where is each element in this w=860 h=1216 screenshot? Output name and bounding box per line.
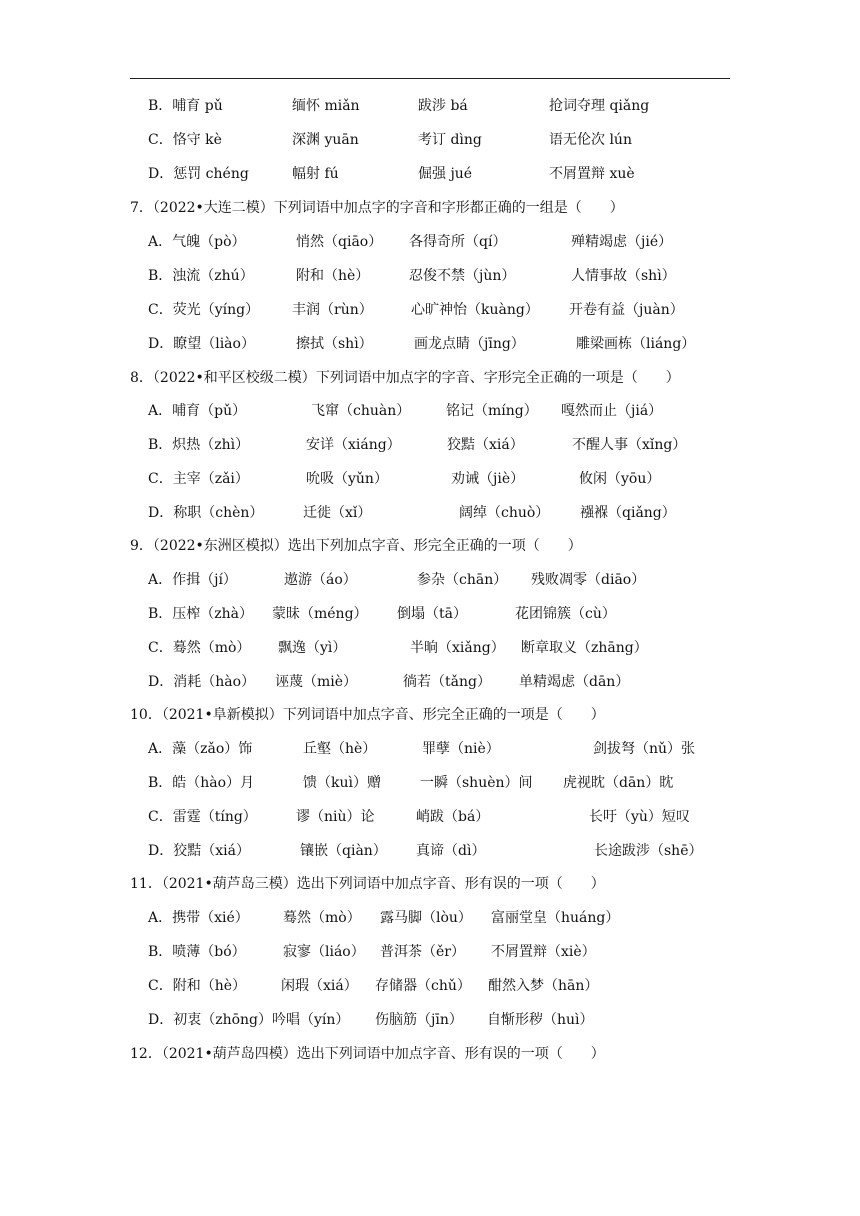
- option-word: 吮吸（yǔn）: [306, 471, 388, 487]
- option-label-word: A．作揖（jí）: [148, 572, 237, 588]
- option-word: 雕梁画栋（liáng）: [576, 336, 696, 352]
- option-word: 嘎然而止（jiá）: [561, 403, 663, 419]
- option-label-word: C．蓦然（mò）: [148, 640, 251, 656]
- option-word: 自惭形秽（huì）: [487, 1012, 594, 1028]
- option-row: [0, 974, 860, 998]
- option-row: [0, 906, 860, 930]
- option-word: 画龙点睛（jīng）: [414, 336, 525, 352]
- option-label-word: D．称职（chèn）: [148, 505, 264, 521]
- option-word: 蒙昧（méng）: [272, 606, 368, 622]
- option-label-word: B．喷薄（bó）: [148, 944, 246, 960]
- option-label-word: B．皓（hào）月: [148, 775, 255, 791]
- question-stem: [0, 1042, 860, 1066]
- question-stem-text: 7．（2022•大连二模）下列词语中加点字的字音和字形都正确的一组是（ ）: [130, 200, 624, 216]
- option-word: 狡黠（xiá）: [447, 437, 524, 453]
- option-label-word: A．气魄（pò）: [148, 234, 246, 250]
- option-word: 殚精竭虑（jié）: [571, 234, 673, 250]
- option-word: 劝诫（jiè）: [451, 471, 525, 487]
- option-row: [0, 264, 860, 288]
- option-label-word: C．恪守 kè: [148, 132, 222, 148]
- option-word: 镶嵌（qiàn）: [300, 843, 387, 859]
- option-word: 露马脚（lòu）: [380, 910, 472, 926]
- option-row: [0, 1008, 860, 1032]
- option-word: 开卷有益（juàn）: [569, 302, 684, 318]
- option-label-word: D．初衷（zhōng）: [148, 1012, 273, 1028]
- header-rule: [130, 78, 730, 79]
- option-word: 倔强 jué: [418, 166, 473, 182]
- question-stem: [0, 872, 860, 896]
- option-row: [0, 433, 860, 457]
- option-word: 倒塌（tā）: [397, 606, 467, 622]
- question-stem: [0, 196, 860, 220]
- option-label-word: B．炽热（zhì）: [148, 437, 250, 453]
- option-word: 人情事故（shì）: [571, 268, 676, 284]
- option-word: 长吁（yù）短叹: [589, 809, 690, 825]
- option-label-word: D．消耗（hào）: [148, 674, 256, 690]
- option-word: 攸闲（yōu）: [579, 471, 661, 487]
- question-stem-text: 9．（2022•东洲区模拟）选出下列加点字音、形完全正确的一项（ ）: [130, 538, 582, 554]
- option-word: 不屑置辩 xuè: [549, 166, 635, 182]
- question-stem: [0, 703, 860, 727]
- option-word: 剑拔弩（nǔ）张: [593, 741, 696, 757]
- option-row: [0, 162, 860, 186]
- option-word: 附和（hè）: [296, 268, 370, 284]
- option-word: 考订 dìng: [418, 132, 482, 148]
- question-stem-text: 10．（2021•阜新模拟）下列词语中加点字音、形完全正确的一项是（ ）: [130, 707, 605, 723]
- option-word: 诬蔑（miè）: [275, 674, 358, 690]
- option-row: [0, 737, 860, 761]
- option-label-word: C．附和（hè）: [148, 978, 247, 994]
- option-word: 花团锦簇（cù）: [515, 606, 616, 622]
- option-row: [0, 298, 860, 322]
- option-word: 缅怀 miǎn: [292, 98, 360, 114]
- option-row: [0, 399, 860, 423]
- option-word: 单精竭虑（dān）: [519, 674, 630, 690]
- option-row: [0, 670, 860, 694]
- option-word: 蓦然（mò）: [283, 910, 361, 926]
- option-label-word: B．压榨（zhà）: [148, 606, 254, 622]
- question-stem-text: 12．（2021•葫芦岛四模）选出下列词语中加点字音、形有误的一项（ ）: [130, 1046, 605, 1062]
- option-word: 飘逸（yì）: [278, 640, 347, 656]
- option-word: 幅射 fú: [292, 166, 339, 182]
- option-word: 断章取义（zhāng）: [521, 640, 648, 656]
- option-word: 罪孽（niè）: [422, 741, 500, 757]
- option-label-word: C．雷霆（tíng）: [148, 809, 257, 825]
- option-row: [0, 230, 860, 254]
- option-row: [0, 602, 860, 626]
- option-word: 虎视眈（dān）眈: [563, 775, 674, 791]
- option-row: [0, 568, 860, 592]
- option-row: [0, 839, 860, 863]
- option-word: 安详（xiáng）: [306, 437, 401, 453]
- option-label-word: A．哺育（pǔ）: [148, 403, 247, 419]
- option-row: [0, 332, 860, 356]
- option-word: 普洱茶（ěr）: [380, 944, 465, 960]
- option-row: [0, 467, 860, 491]
- question-stem: [0, 534, 860, 558]
- option-word: 深渊 yuān: [292, 132, 359, 148]
- option-row: [0, 636, 860, 660]
- option-row: [0, 128, 860, 152]
- question-stem-text: 8．（2022•和平区校级二模）下列词语中加点字的字音、字形完全正确的一项是（ ）: [130, 370, 680, 386]
- option-label-word: A．携带（xié）: [148, 910, 249, 926]
- option-word: 不屑置辩（xiè）: [491, 944, 596, 960]
- option-word: 徜若（tǎng）: [403, 674, 491, 690]
- option-word: 丰润（rùn）: [292, 302, 373, 318]
- option-word: 飞窜（chuàn）: [311, 403, 411, 419]
- option-label-word: C．主宰（zǎi）: [148, 471, 249, 487]
- option-word: 跋涉 bá: [418, 98, 468, 114]
- option-word: 一瞬（shuèn）间: [420, 775, 533, 791]
- option-label-word: D．惩罚 chéng: [148, 166, 249, 182]
- option-word: 寂寥（liáo）: [283, 944, 365, 960]
- option-word: 峭跋（bá）: [416, 809, 490, 825]
- option-word: 半晌（xiǎng）: [410, 640, 505, 656]
- option-word: 铭记（míng）: [446, 403, 538, 419]
- option-label-word: D．狡黠（xiá）: [148, 843, 250, 859]
- option-word: 馈（kuì）赠: [303, 775, 381, 791]
- question-stem: [0, 366, 860, 390]
- option-word: 残败凋零（diāo）: [531, 572, 646, 588]
- option-word: 不醒人事（xǐng）: [572, 437, 687, 453]
- option-row: [0, 501, 860, 525]
- option-word: 迁徙（xǐ）: [303, 505, 372, 521]
- option-word: 酣然入梦（hān）: [488, 978, 599, 994]
- option-word: 心旷神怡（kuàng）: [411, 302, 539, 318]
- option-word: 真谛（dì）: [416, 843, 486, 859]
- option-label-word: D．瞭望（liào）: [148, 336, 255, 352]
- option-row: [0, 940, 860, 964]
- option-word: 忍俊不禁（jùn）: [409, 268, 516, 284]
- option-word: 擦拭（shì）: [296, 336, 373, 352]
- option-word: 长途跋涉（shē）: [594, 843, 703, 859]
- option-word: 参杂（chān）: [417, 572, 508, 588]
- option-word: 伤脑筋（jīn）: [375, 1012, 463, 1028]
- option-label-word: C．荧光（yíng）: [148, 302, 260, 318]
- option-word: 各得奇所（qí）: [409, 234, 507, 250]
- option-row: [0, 94, 860, 118]
- option-word: 悄然（qiāo）: [296, 234, 383, 250]
- option-label-word: B．哺育 pǔ: [148, 98, 223, 114]
- option-word: 谬（niù）论: [296, 809, 375, 825]
- option-word: 遨游（áo）: [284, 572, 357, 588]
- option-word: 襁褓（qiǎng）: [580, 505, 676, 521]
- option-word: 丘壑（hè）: [303, 741, 377, 757]
- option-row: [0, 805, 860, 829]
- option-word: 富丽堂皇（huáng）: [491, 910, 620, 926]
- option-word: 存储器（chǔ）: [375, 978, 471, 994]
- option-word: 闲瑕（xiá）: [281, 978, 358, 994]
- option-label-word: A．藻（zǎo）饰: [148, 741, 253, 757]
- option-label-word: B．浊流（zhú）: [148, 268, 254, 284]
- option-word: 语无伦次 lún: [549, 132, 632, 148]
- option-row: [0, 771, 860, 795]
- question-stem-text: 11．（2021•葫芦岛三模）选出下列词语中加点字音、形有误的一项（ ）: [130, 876, 605, 892]
- option-word: 阔绰（chuò）: [459, 505, 550, 521]
- option-word: 吟唱（yín）: [272, 1012, 350, 1028]
- option-word: 抢词夺理 qiǎng: [549, 98, 650, 114]
